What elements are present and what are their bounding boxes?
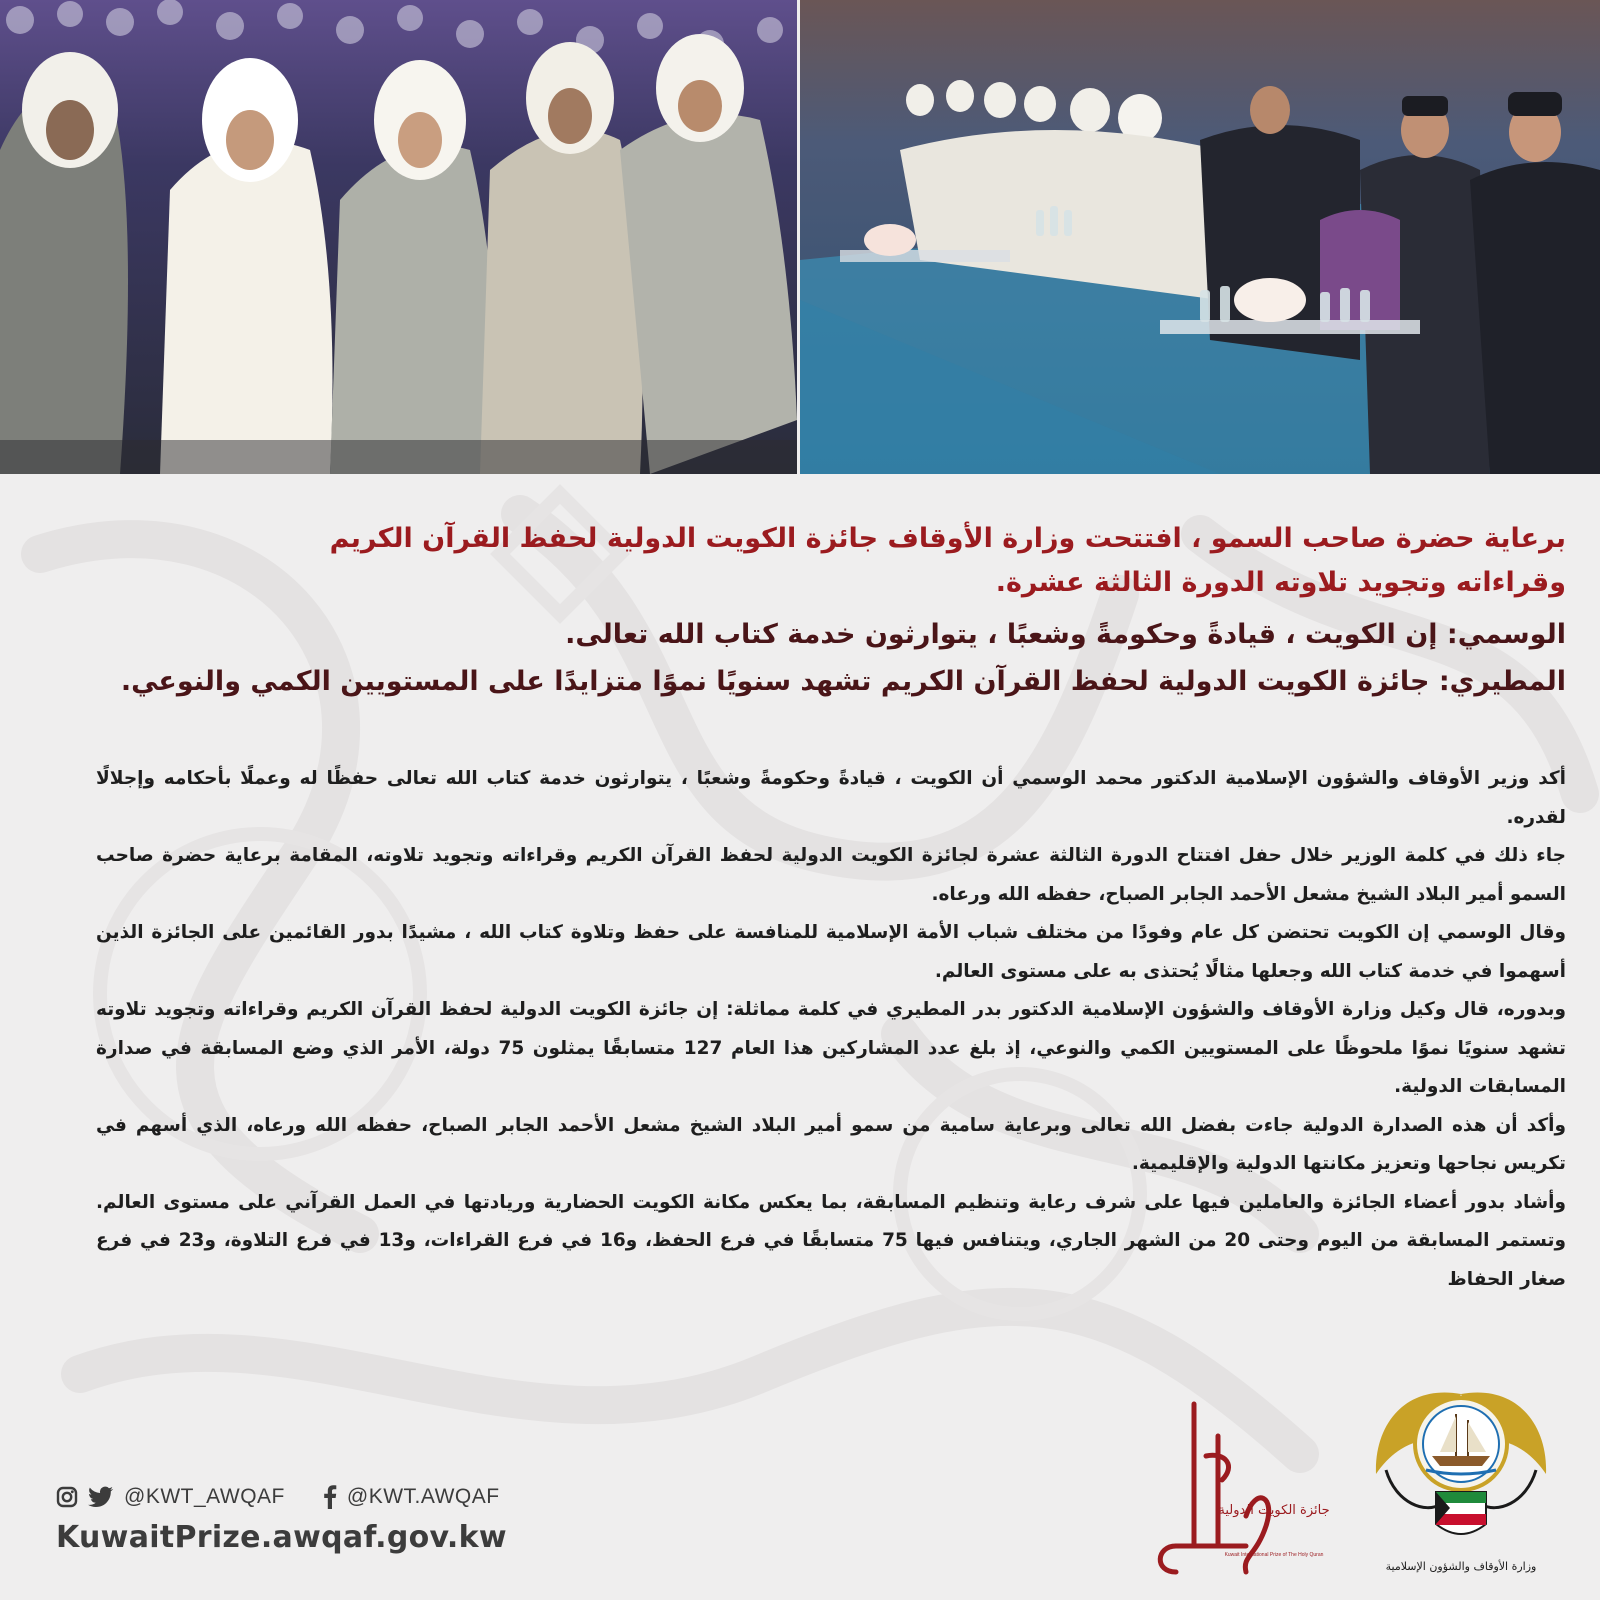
- headline-wasmi-quote: الوسمي: إن الكويت ، قيادةً وحكومةً وشعبًا ، يتوارثون خدمة كتاب الله تعالى.: [565, 618, 1566, 650]
- headline-opening: برعاية حضرة صاحب السمو ، افتتحت وزارة الأوقاف جائزة الكويت الدولية لحفظ القرآن الكريم: [329, 523, 1566, 554]
- facebook-handle[interactable]: @KWT.AWQAF: [346, 1485, 500, 1508]
- photo-audience-front-row: [800, 0, 1600, 474]
- event-photos: [0, 0, 1600, 474]
- article-paragraph: جاء ذلك في كلمة الوزير خلال حفل افتتاح الدورة الثالثة عشرة لجائزة الكويت الدولية لحفظ القرآن الكريم وقراءاته وتجويد تلاوته، المقامة برعاية حضرة صاحب السمو أمير البلاد الشيخ مشعل الأحمد الجابر الصباح، حفظه الله ورعاه.: [96, 845, 1566, 905]
- article-body: [96, 760, 1566, 1299]
- instagram-icon[interactable]: [56, 1486, 78, 1508]
- ministry-emblem: [1366, 1374, 1556, 1580]
- photo-dignitaries-seated: [0, 0, 800, 474]
- article-paragraph: وأشاد بدور أعضاء الجائزة والعاملين فيها على شرف رعاية وتنظيم المسابقة، بما يعكس مكانة الكويت الحضارية وريادتها في العمل القرآني على مستوى العالم. وتستمر المسابقة من اليوم وحتى 20 من الشهر الجاري، ويتنافس فيها 75 متسابقًا في فرع الحفظ، و16 في فرع القراءات، و13 في فرع التلاوة، و23 في فرع صغار الحفاظ: [96, 1191, 1566, 1290]
- footer-contact: [56, 1480, 556, 1555]
- website-link[interactable]: KuwaitPrize.awqaf.gov.kw: [56, 1520, 507, 1555]
- prize-logo-arabic: جائزة الكويت الدولية: [1218, 1503, 1330, 1518]
- facebook-icon[interactable]: [323, 1485, 337, 1509]
- prize-logo-english: Kuwait International Prize of The Holy Quran: [1224, 1552, 1324, 1558]
- article-paragraph: وبدوره، قال وكيل وزارة الأوقاف والشؤون الإسلامية الدكتور بدر المطيري في كلمة مماثلة: إن جائزة الكويت الدولية لحفظ القرآن الكريم وقراءاته وتجويد تلاوته تشهد سنويًا نموًا ملحوظًا على المستويين الكمي والنوعي، إذ بلغ عدد المشاركين هذا العام 127 متسابقًا يمثلون 75 دولة، الأمر الذي وضع المسابقة في صدارة المسابقات الدولية.: [96, 999, 1566, 1097]
- twitter-icon[interactable]: [88, 1486, 114, 1508]
- instagram-twitter-handle[interactable]: @KWT_AWQAF: [124, 1485, 285, 1508]
- kuwait-prize-logo: [1146, 1396, 1330, 1576]
- headline-opening-continued: وقراءاته وتجويد تلاوته الدورة الثالثة عشرة.: [995, 566, 1566, 598]
- headline-block: [96, 522, 1566, 699]
- social-handles: [56, 1480, 556, 1514]
- article-paragraph: وقال الوسمي إن الكويت تحتضن كل عام وفودًا من مختلف شباب الأمة الإسلامية للمنافسة على حفظ وتلاوة كتاب الله ، مشيدًا بدور القائمين على الجائزة الذين أسهموا في خدمة كتاب الله وجعلها مثالًا يُحتذى به على مستوى العالم.: [96, 922, 1566, 982]
- emblem-caption: وزارة الأوقاف والشؤون الإسلامية: [1385, 1560, 1537, 1573]
- headline-mutairi-quote: المطيري: جائزة الكويت الدولية لحفظ القرآن الكريم تشهد سنويًا نموًا متزايدًا على المستويين الكمي والنوعي.: [120, 666, 1566, 698]
- article-paragraph: أكد وزير الأوقاف والشؤون الإسلامية الدكتور محمد الوسمي أن الكويت ، قيادةً وحكومةً وشعبًا ، يتوارثون خدمة كتاب الله تعالى حفظًا له وعملًا بأحكامه وإجلالًا لقدره.: [96, 768, 1566, 828]
- article-paragraph: وأكد أن هذه الصدارة الدولية جاءت بفضل الله تعالى وبرعاية سامية من سمو أمير البلاد الشيخ مشعل الأحمد الجابر الصباح، حفظه الله ورعاه، الذي أسهم في تكريس نجاحها وتعزيز مكانتها الدولية والإقليمية.: [96, 1114, 1566, 1174]
